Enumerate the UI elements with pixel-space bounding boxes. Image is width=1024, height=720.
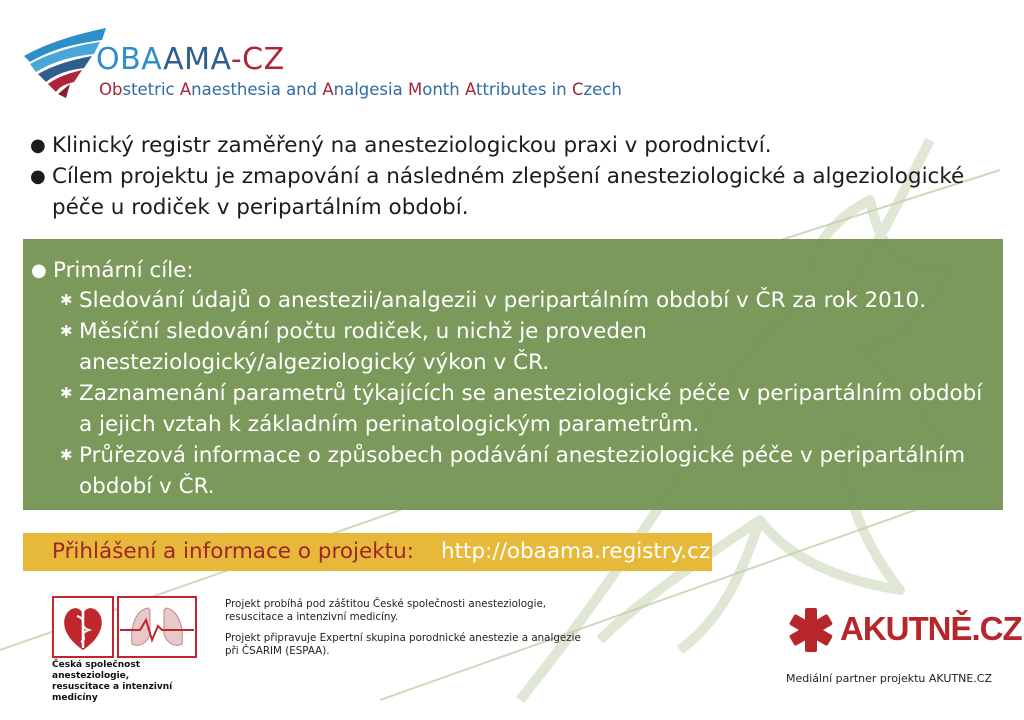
list-item bbox=[30, 130, 990, 161]
project-note-text: Projekt připravuje Expertní skupina porodnické anestezie a analgezie při ČSARIM (ESPAA). bbox=[225, 632, 581, 657]
list-item bbox=[60, 378, 990, 440]
society-name-line: Česká společnost anesteziologie, bbox=[52, 660, 141, 681]
goal-text: Průřezová informace o způsobech podávání anesteziologické péče v peripartálním období v ČR. bbox=[79, 443, 966, 499]
intro-list bbox=[30, 130, 990, 223]
bullet-dot-icon: ● bbox=[30, 166, 46, 187]
goals-list bbox=[60, 285, 990, 502]
project-note bbox=[225, 598, 585, 666]
asterisk-bullet-icon: ✱ bbox=[60, 384, 73, 402]
list-item bbox=[60, 316, 990, 378]
goal-text: Měsíční sledování počtu rodiček, u nichž je proveden anesteziologický/algeziologický výkon v ČR. bbox=[79, 319, 647, 375]
goals-panel bbox=[23, 239, 1003, 510]
title-part: - bbox=[230, 42, 243, 77]
subtitle-part: Ob bbox=[99, 80, 123, 99]
lungs-heartbeat-icon bbox=[118, 597, 196, 657]
caduceus-heart-icon bbox=[53, 597, 113, 657]
subtitle-part: ttributes in bbox=[475, 80, 572, 99]
title-part: AMA bbox=[163, 42, 231, 77]
title-part: OBA bbox=[96, 42, 164, 77]
goal-text: Zaznamenání parametrů týkajících se anesteziologické péče v peripartálním období a jejich vztah k základním perinatologickým parametrům. bbox=[79, 381, 983, 437]
society-logo bbox=[52, 596, 198, 658]
registration-banner bbox=[23, 533, 712, 571]
banner-label: Přihlášení a informace o projektu: bbox=[52, 539, 414, 564]
intro-text: Cílem projektu je zmapování a následném zlepšení anesteziologické a algeziologické péče u rodiček v peripartálním období. bbox=[52, 164, 965, 220]
subtitle-part: A bbox=[464, 80, 476, 99]
intro-text: Klinický registr zaměřený na anesteziologickou praxi v porodnictví. bbox=[52, 133, 772, 158]
list-item bbox=[60, 440, 990, 502]
bullet-dot-icon: ● bbox=[30, 135, 46, 156]
subtitle-part: M bbox=[407, 80, 423, 99]
app-subtitle bbox=[99, 80, 622, 99]
subtitle-part: onth bbox=[422, 80, 465, 99]
asterisk-bullet-icon: ✱ bbox=[60, 291, 73, 309]
subtitle-part: naesthesia and bbox=[191, 80, 323, 99]
subtitle-part: zech bbox=[583, 80, 622, 99]
subtitle-part: A bbox=[322, 80, 334, 99]
media-brand-logo: AKUTNĚ.CZ bbox=[840, 610, 1022, 647]
subtitle-part: C bbox=[571, 80, 584, 99]
registry-link[interactable]: http://obaama.registry.cz bbox=[441, 539, 711, 564]
goals-heading-text: Primární cíle: bbox=[53, 258, 194, 283]
subtitle-part: nalgesia bbox=[333, 80, 408, 99]
subtitle-part: stetric bbox=[122, 80, 180, 99]
society-name bbox=[52, 660, 212, 704]
subtitle-part: A bbox=[179, 80, 192, 99]
list-item bbox=[30, 161, 990, 223]
asterisk-bullet-icon: ✱ bbox=[60, 446, 73, 464]
media-partner-text: Mediální partner projektu AKUTNE.CZ bbox=[786, 672, 993, 685]
asterisk-bullet-icon: ✱ bbox=[60, 322, 73, 340]
goals-heading bbox=[31, 256, 194, 286]
goal-text: Sledování údajů o anestezii/analgezii v peripartálním období v ČR za rok 2010. bbox=[79, 288, 927, 313]
title-part: CZ bbox=[242, 42, 285, 77]
project-note-text: Projekt probíhá pod záštitou České společnosti anesteziologie, resuscitace a intenzivní medicíny. bbox=[225, 598, 547, 623]
bullet-dot-icon: ● bbox=[31, 260, 47, 281]
app-title bbox=[96, 42, 285, 77]
list-item bbox=[60, 285, 990, 316]
society-name-line: resuscitace a intenzivní medicíny bbox=[52, 682, 173, 703]
